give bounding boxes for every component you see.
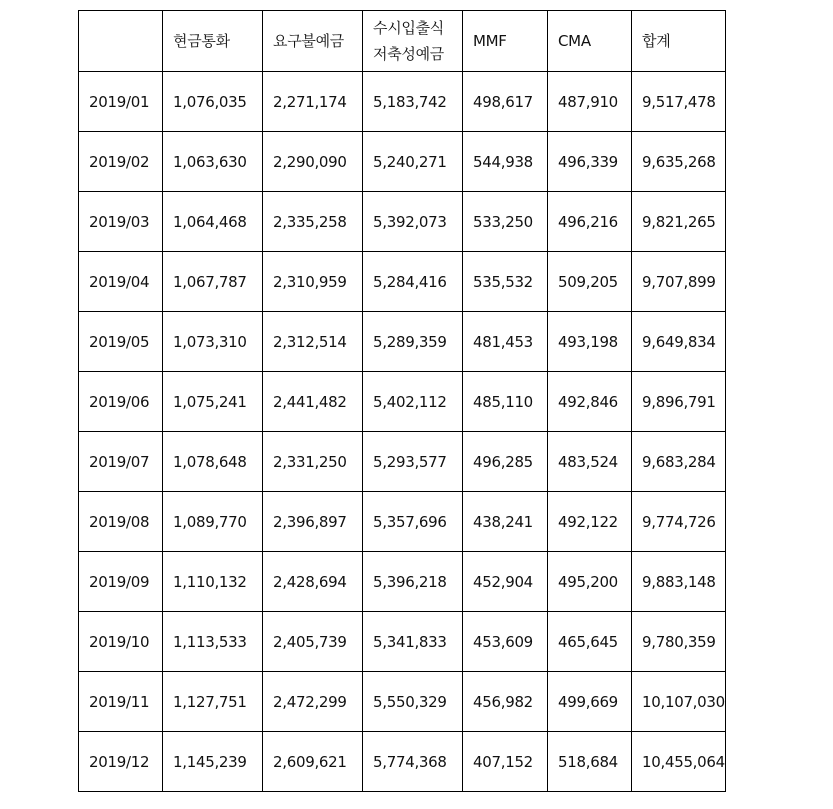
cell-mmf: 452,904 (463, 552, 548, 612)
cell-mmf: 407,152 (463, 732, 548, 792)
table-row (79, 672, 726, 732)
cell-savings: 5,293,577 (363, 432, 463, 492)
cell-cma: 487,910 (548, 72, 632, 132)
table-row (79, 492, 726, 552)
cell-cma: 465,645 (548, 612, 632, 672)
cell-demand: 2,310,959 (263, 252, 363, 312)
cell-date: 2019/02 (79, 132, 163, 192)
cell-cash: 1,145,239 (163, 732, 263, 792)
cell-date: 2019/04 (79, 252, 163, 312)
cell-total: 9,821,265 (632, 192, 726, 252)
cell-cash: 1,127,751 (163, 672, 263, 732)
cell-mmf: 533,250 (463, 192, 548, 252)
table-row (79, 132, 726, 192)
cell-total: 9,649,834 (632, 312, 726, 372)
cell-cma: 495,200 (548, 552, 632, 612)
cell-cma: 496,339 (548, 132, 632, 192)
cell-total: 9,517,478 (632, 72, 726, 132)
cell-mmf: 481,453 (463, 312, 548, 372)
cell-demand: 2,396,897 (263, 492, 363, 552)
cell-savings: 5,183,742 (363, 72, 463, 132)
cell-cash: 1,113,533 (163, 612, 263, 672)
table-row (79, 372, 726, 432)
cell-cma: 483,524 (548, 432, 632, 492)
cell-mmf: 438,241 (463, 492, 548, 552)
cell-demand: 2,312,514 (263, 312, 363, 372)
header-demand-deposit: 요구불예금 (263, 11, 363, 72)
header-cma: CMA (548, 11, 632, 72)
cell-date: 2019/01 (79, 72, 163, 132)
cell-mmf: 498,617 (463, 72, 548, 132)
table-row (79, 552, 726, 612)
cell-cash: 1,073,310 (163, 312, 263, 372)
cell-cash: 1,075,241 (163, 372, 263, 432)
cell-mmf: 496,285 (463, 432, 548, 492)
header-cash: 현금통화 (163, 11, 263, 72)
header-row (79, 11, 726, 72)
cell-savings: 5,240,271 (363, 132, 463, 192)
table-row (79, 432, 726, 492)
cell-cash: 1,064,468 (163, 192, 263, 252)
header-mmf: MMF (463, 11, 548, 72)
table-row (79, 192, 726, 252)
cell-demand: 2,335,258 (263, 192, 363, 252)
cell-mmf: 453,609 (463, 612, 548, 672)
cell-date: 2019/06 (79, 372, 163, 432)
table-row (79, 72, 726, 132)
cell-cash: 1,110,132 (163, 552, 263, 612)
cell-total: 10,107,030 (632, 672, 726, 732)
cell-demand: 2,428,694 (263, 552, 363, 612)
cell-total: 9,635,268 (632, 132, 726, 192)
cell-savings: 5,392,073 (363, 192, 463, 252)
cell-cash: 1,063,630 (163, 132, 263, 192)
cell-cma: 518,684 (548, 732, 632, 792)
cell-savings: 5,357,696 (363, 492, 463, 552)
cell-cash: 1,089,770 (163, 492, 263, 552)
cell-date: 2019/10 (79, 612, 163, 672)
cell-cma: 493,198 (548, 312, 632, 372)
cell-date: 2019/11 (79, 672, 163, 732)
cell-total: 9,780,359 (632, 612, 726, 672)
cell-demand: 2,441,482 (263, 372, 363, 432)
header-savings-deposit (363, 11, 463, 72)
header-savings-line1: 수시입출식 (373, 19, 444, 37)
cell-total: 9,683,284 (632, 432, 726, 492)
cell-demand: 2,472,299 (263, 672, 363, 732)
cell-mmf: 485,110 (463, 372, 548, 432)
cell-total: 9,883,148 (632, 552, 726, 612)
table-row (79, 252, 726, 312)
cell-total: 9,896,791 (632, 372, 726, 432)
cell-demand: 2,405,739 (263, 612, 363, 672)
cell-demand: 2,290,090 (263, 132, 363, 192)
cell-cma: 496,216 (548, 192, 632, 252)
cell-date: 2019/07 (79, 432, 163, 492)
cell-cma: 492,122 (548, 492, 632, 552)
cell-demand: 2,609,621 (263, 732, 363, 792)
table-row (79, 312, 726, 372)
cell-savings: 5,396,218 (363, 552, 463, 612)
cell-date: 2019/05 (79, 312, 163, 372)
cell-cma: 492,846 (548, 372, 632, 432)
cell-date: 2019/09 (79, 552, 163, 612)
cell-date: 2019/08 (79, 492, 163, 552)
cell-mmf: 535,532 (463, 252, 548, 312)
cell-savings: 5,289,359 (363, 312, 463, 372)
cell-savings: 5,550,329 (363, 672, 463, 732)
cell-mmf: 544,938 (463, 132, 548, 192)
table-row (79, 732, 726, 792)
money-supply-table (78, 10, 726, 792)
cell-cma: 499,669 (548, 672, 632, 732)
cell-total: 10,455,064 (632, 732, 726, 792)
cell-date: 2019/12 (79, 732, 163, 792)
cell-total: 9,707,899 (632, 252, 726, 312)
cell-savings: 5,774,368 (363, 732, 463, 792)
cell-cash: 1,067,787 (163, 252, 263, 312)
header-date (79, 11, 163, 72)
header-savings-line2: 저축성예금 (373, 45, 444, 63)
cell-date: 2019/03 (79, 192, 163, 252)
table-row (79, 612, 726, 672)
cell-savings: 5,402,112 (363, 372, 463, 432)
cell-cma: 509,205 (548, 252, 632, 312)
cell-demand: 2,271,174 (263, 72, 363, 132)
cell-total: 9,774,726 (632, 492, 726, 552)
header-total: 합계 (632, 11, 726, 72)
cell-savings: 5,284,416 (363, 252, 463, 312)
cell-savings: 5,341,833 (363, 612, 463, 672)
cell-demand: 2,331,250 (263, 432, 363, 492)
cell-mmf: 456,982 (463, 672, 548, 732)
cell-cash: 1,076,035 (163, 72, 263, 132)
cell-cash: 1,078,648 (163, 432, 263, 492)
